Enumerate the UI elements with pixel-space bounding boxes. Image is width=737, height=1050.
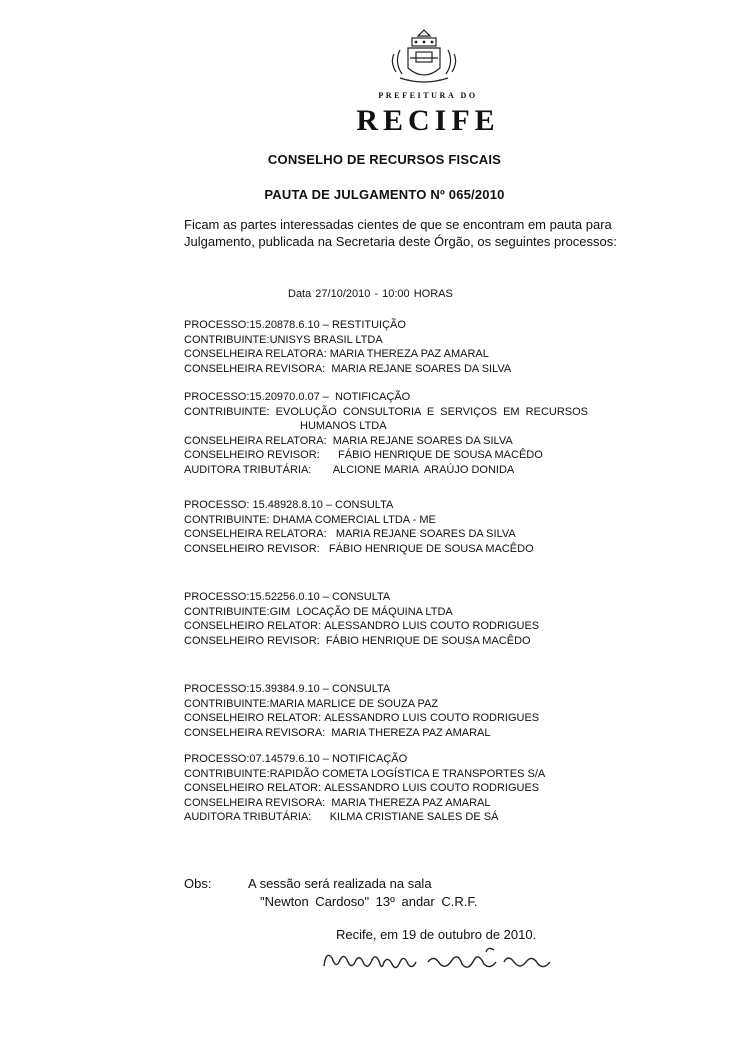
process-field-label: CONTRIBUINTE:	[184, 513, 273, 526]
process-field-label: CONTRIBUINTE:	[184, 605, 270, 618]
process-field-value: GIM LOCAÇÃO DE MÁQUINA LTDA	[269, 605, 453, 618]
process-field-label: CONSELHEIRO REVISOR:	[184, 449, 339, 462]
process-field-label: CONSELHEIRA RELATORA:	[184, 528, 336, 541]
process-field-value: MARIA REJANE SOARES DA SILVA	[332, 434, 513, 447]
process-field-value: ALCIONE MARIA ARAÚJO DONIDA	[332, 463, 515, 476]
process-line	[184, 463, 714, 478]
process-field-value: MARIA THEREZA PAZ AMARAL	[331, 726, 491, 739]
org-name-small: PREFEITURA DO	[378, 91, 478, 100]
process-line	[184, 796, 714, 811]
process-line	[184, 513, 714, 528]
process-block	[184, 318, 714, 376]
process-field-value: HUMANOS LTDA	[300, 420, 387, 433]
process-field-value: MARIA THEREZA PAZ AMARAL	[329, 348, 489, 361]
process-field-value: RAPIDÃO COMETA LOGÍSTICA E TRANSPORTES S/A	[269, 767, 546, 780]
process-field-label: PROCESSO:	[184, 591, 250, 603]
process-field-value: EVOLUÇÃO CONSULTORIA E SERVIÇOS EM RECURSOS	[275, 405, 589, 418]
process-field-value: ALESSANDRO LUIS COUTO RODRIGUES	[324, 712, 540, 725]
document-subtitle: PAUTA DE JULGAMENTO Nº 065/2010	[264, 187, 505, 202]
process-field-label: PROCESSO:	[184, 499, 253, 511]
process-line	[184, 682, 714, 697]
process-field-value: 07.14579.6.10 – NOTIFICAÇÃO	[249, 753, 408, 765]
process-line	[184, 605, 714, 620]
process-field-label: CONSELHEIRO RELATOR:	[184, 620, 325, 633]
process-field-value: 15.48928.8.10 – CONSULTA	[252, 499, 394, 511]
obs-text-line2: "Newton Cardoso" 13º andar C.R.F.	[260, 894, 478, 909]
process-line	[184, 419, 714, 434]
process-field-label: CONSELHEIRO RELATOR:	[184, 712, 325, 725]
process-field-label: PROCESSO:	[184, 319, 250, 331]
process-field-label: CONSELHEIRA REVISORA:	[184, 362, 332, 375]
intro-paragraph: Ficam as partes interessadas cientes de que se encontram em pauta para Julgamento, publicada na Secretaria deste Órgão, os seguintes processos:	[184, 217, 617, 249]
process-field-value: MARIA THEREZA PAZ AMARAL	[331, 796, 491, 809]
process-field-value: 15.39384.9.10 – CONSULTA	[249, 683, 391, 695]
process-line	[184, 347, 714, 362]
process-field-label: AUDITORA TRIBUTÁRIA:	[184, 463, 333, 476]
process-field-label: CONSELHEIRO RELATOR:	[184, 782, 325, 795]
process-line	[184, 619, 714, 634]
process-line	[184, 498, 714, 513]
process-line	[184, 318, 714, 333]
obs-label: Obs:	[184, 876, 212, 891]
process-line	[184, 434, 714, 449]
process-line	[184, 711, 714, 726]
coat-of-arms-icon	[386, 28, 462, 86]
process-field-value: ALESSANDRO LUIS COUTO RODRIGUES	[324, 782, 540, 795]
process-field-label: CONTRIBUINTE:	[184, 405, 276, 418]
process-field-value: DHAMA COMERCIAL LTDA - ME	[272, 513, 436, 526]
process-field-label: PROCESSO:	[184, 683, 250, 695]
process-field-value: 15.52256.0.10 – CONSULTA	[249, 591, 391, 603]
process-field-label: CONSELHEIRA RELATORA:	[184, 348, 330, 361]
process-field-value: MARIA REJANE SOARES DA SILVA	[335, 528, 516, 541]
process-line	[184, 362, 714, 377]
process-line	[184, 405, 714, 420]
process-field-label: AUDITORA TRIBUTÁRIA:	[184, 811, 330, 824]
process-field-label: CONSELHEIRA RELATORA:	[184, 434, 333, 447]
org-name-large: RECIFE	[356, 104, 500, 137]
process-field-value: MARIA MARLICE DE SOUZA PAZ	[269, 697, 439, 710]
process-field-value: FÁBIO HENRIQUE DE SOUSA MACÊDO	[325, 634, 531, 647]
process-line	[184, 390, 714, 405]
process-line	[184, 781, 714, 796]
process-field-label: CONSELHEIRO REVISOR:	[184, 542, 329, 555]
process-field-value: FÁBIO HENRIQUE DE SOUSA MACÊDO	[338, 449, 543, 462]
process-field-label: PROCESSO:	[184, 391, 250, 403]
process-field-label: PROCESSO:	[184, 753, 250, 765]
document-title: CONSELHO DE RECURSOS FISCAIS	[267, 152, 502, 167]
process-field-value: KILMA CRISTIANE SALES DE SÁ	[329, 811, 499, 824]
process-line	[184, 448, 714, 463]
process-field-label: CONSELHEIRA REVISORA:	[184, 796, 332, 809]
process-line	[184, 590, 714, 605]
process-line	[184, 726, 714, 741]
process-field-label: CONSELHEIRA REVISORA:	[184, 726, 332, 739]
process-line	[184, 634, 714, 649]
process-line	[184, 752, 714, 767]
process-block	[184, 682, 714, 740]
process-block	[184, 752, 714, 825]
process-line	[184, 333, 714, 348]
process-field-label: CONSELHEIRO REVISOR:	[184, 634, 326, 647]
process-field-label: CONTRIBUINTE:	[184, 767, 270, 780]
process-field-label: CONTRIBUINTE:	[184, 697, 270, 710]
process-line	[184, 810, 714, 825]
session-date: Data 27/10/2010 - 10:00 HORAS	[288, 288, 453, 300]
process-field-label: CONTRIBUINTE:	[184, 333, 270, 346]
process-field-value: UNISYS BRASIL LTDA	[269, 333, 383, 346]
process-line	[184, 542, 714, 557]
place-and-date: Recife, em 19 de outubro de 2010.	[336, 927, 537, 942]
process-field-value: FÁBIO HENRIQUE DE SOUSA MACÊDO	[328, 542, 534, 555]
process-field-value: 15.20970.0.07 – NOTIFICAÇÃO	[249, 391, 411, 403]
process-block	[184, 590, 714, 648]
obs-text-line1: A sessão será realizada na sala	[248, 876, 432, 891]
process-block	[184, 390, 714, 478]
process-field-value: MARIA REJANE SOARES DA SILVA	[331, 362, 512, 375]
process-line	[184, 527, 714, 542]
process-field-value: ALESSANDRO LUIS COUTO RODRIGUES	[324, 620, 540, 633]
process-line	[184, 767, 714, 782]
process-line	[184, 697, 714, 712]
handwritten-signature	[318, 940, 568, 980]
process-field-value: 15.20878.6.10 – RESTITUIÇÃO	[249, 319, 406, 331]
process-block	[184, 498, 714, 556]
